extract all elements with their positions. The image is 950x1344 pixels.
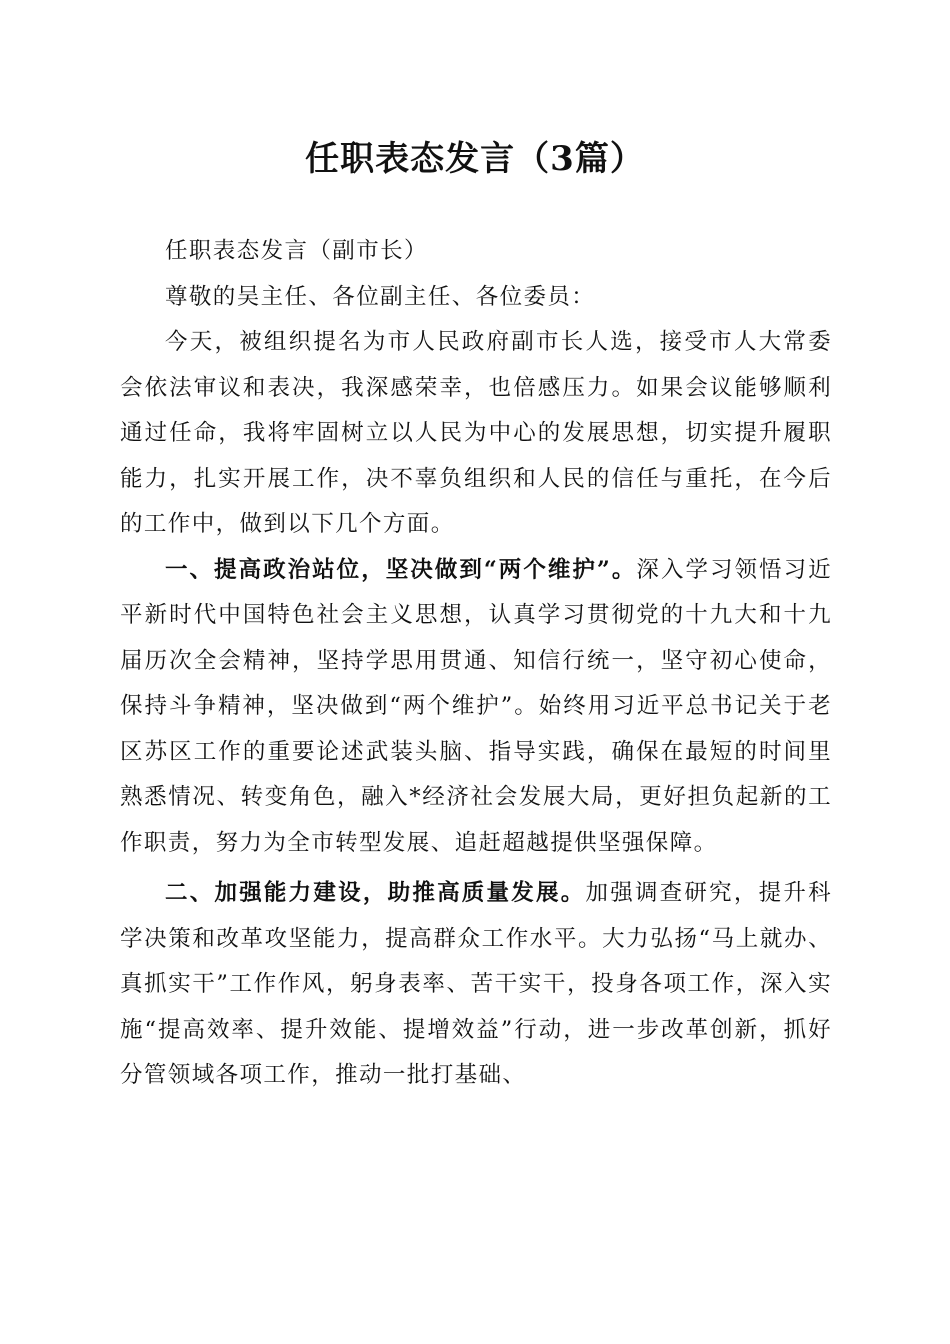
section-1-paragraph — [120, 548, 832, 867]
intro-paragraph: 今天，被组织提名为市人民政府副市长人选，接受市人大常委会依法审议和表决，我深感荣幸，也倍感压力。如果会议能够顺利通过任命，我将牢固树立以人民为中心的发展思想，切实提升履职能力，扎实开展工作，决不辜负组织和人民的信任与重托，在今后的工作中，做到以下几个方面。 — [120, 329, 832, 537]
document-title: 任职表态发言（3篇） — [305, 139, 645, 179]
document-body — [120, 229, 832, 1099]
section-2-text: 加强调查研究，提升科学决策和改革攻坚能力，提高群众工作水平。大力弘扬“马上就办、真抓实干”工作作风，躬身表率、苦干实干，投身各项工作，深入实施“提高效率、提升效能、提增效益”行动，进一步改革创新，抓好分管领域各项工作，推动一批打基础、 — [120, 880, 832, 1088]
salutation: 尊敬的吴主任、各位副主任、各位委员： — [165, 283, 596, 310]
section-1-heading: 一、提高政治站位，坚决做到“两个维护”。 — [165, 556, 637, 583]
section-2-heading: 二、加强能力建设，助推高质量发展。 — [165, 880, 586, 906]
section-1-text: 深入学习领悟习近平新时代中国特色社会主义思想，认真学习贯彻党的十九大和十九届历次全会精神，坚持学思用贯通、知信行统一，坚守初心使命，保持斗争精神，坚决做到“两个维护”。始终用习近平总书记关于老区苏区工作的重要论述武装头脑、指导实践，确保在最短的时间里熟悉情况、转变角色，融入*经济社会发展大局，更好担负起新的工作职责，努力为全市转型发展、追赶超越提供坚强保障。 — [120, 556, 833, 856]
subtitle: 任职表态发言（副市长） — [165, 238, 428, 264]
section-2-paragraph — [120, 871, 832, 1099]
